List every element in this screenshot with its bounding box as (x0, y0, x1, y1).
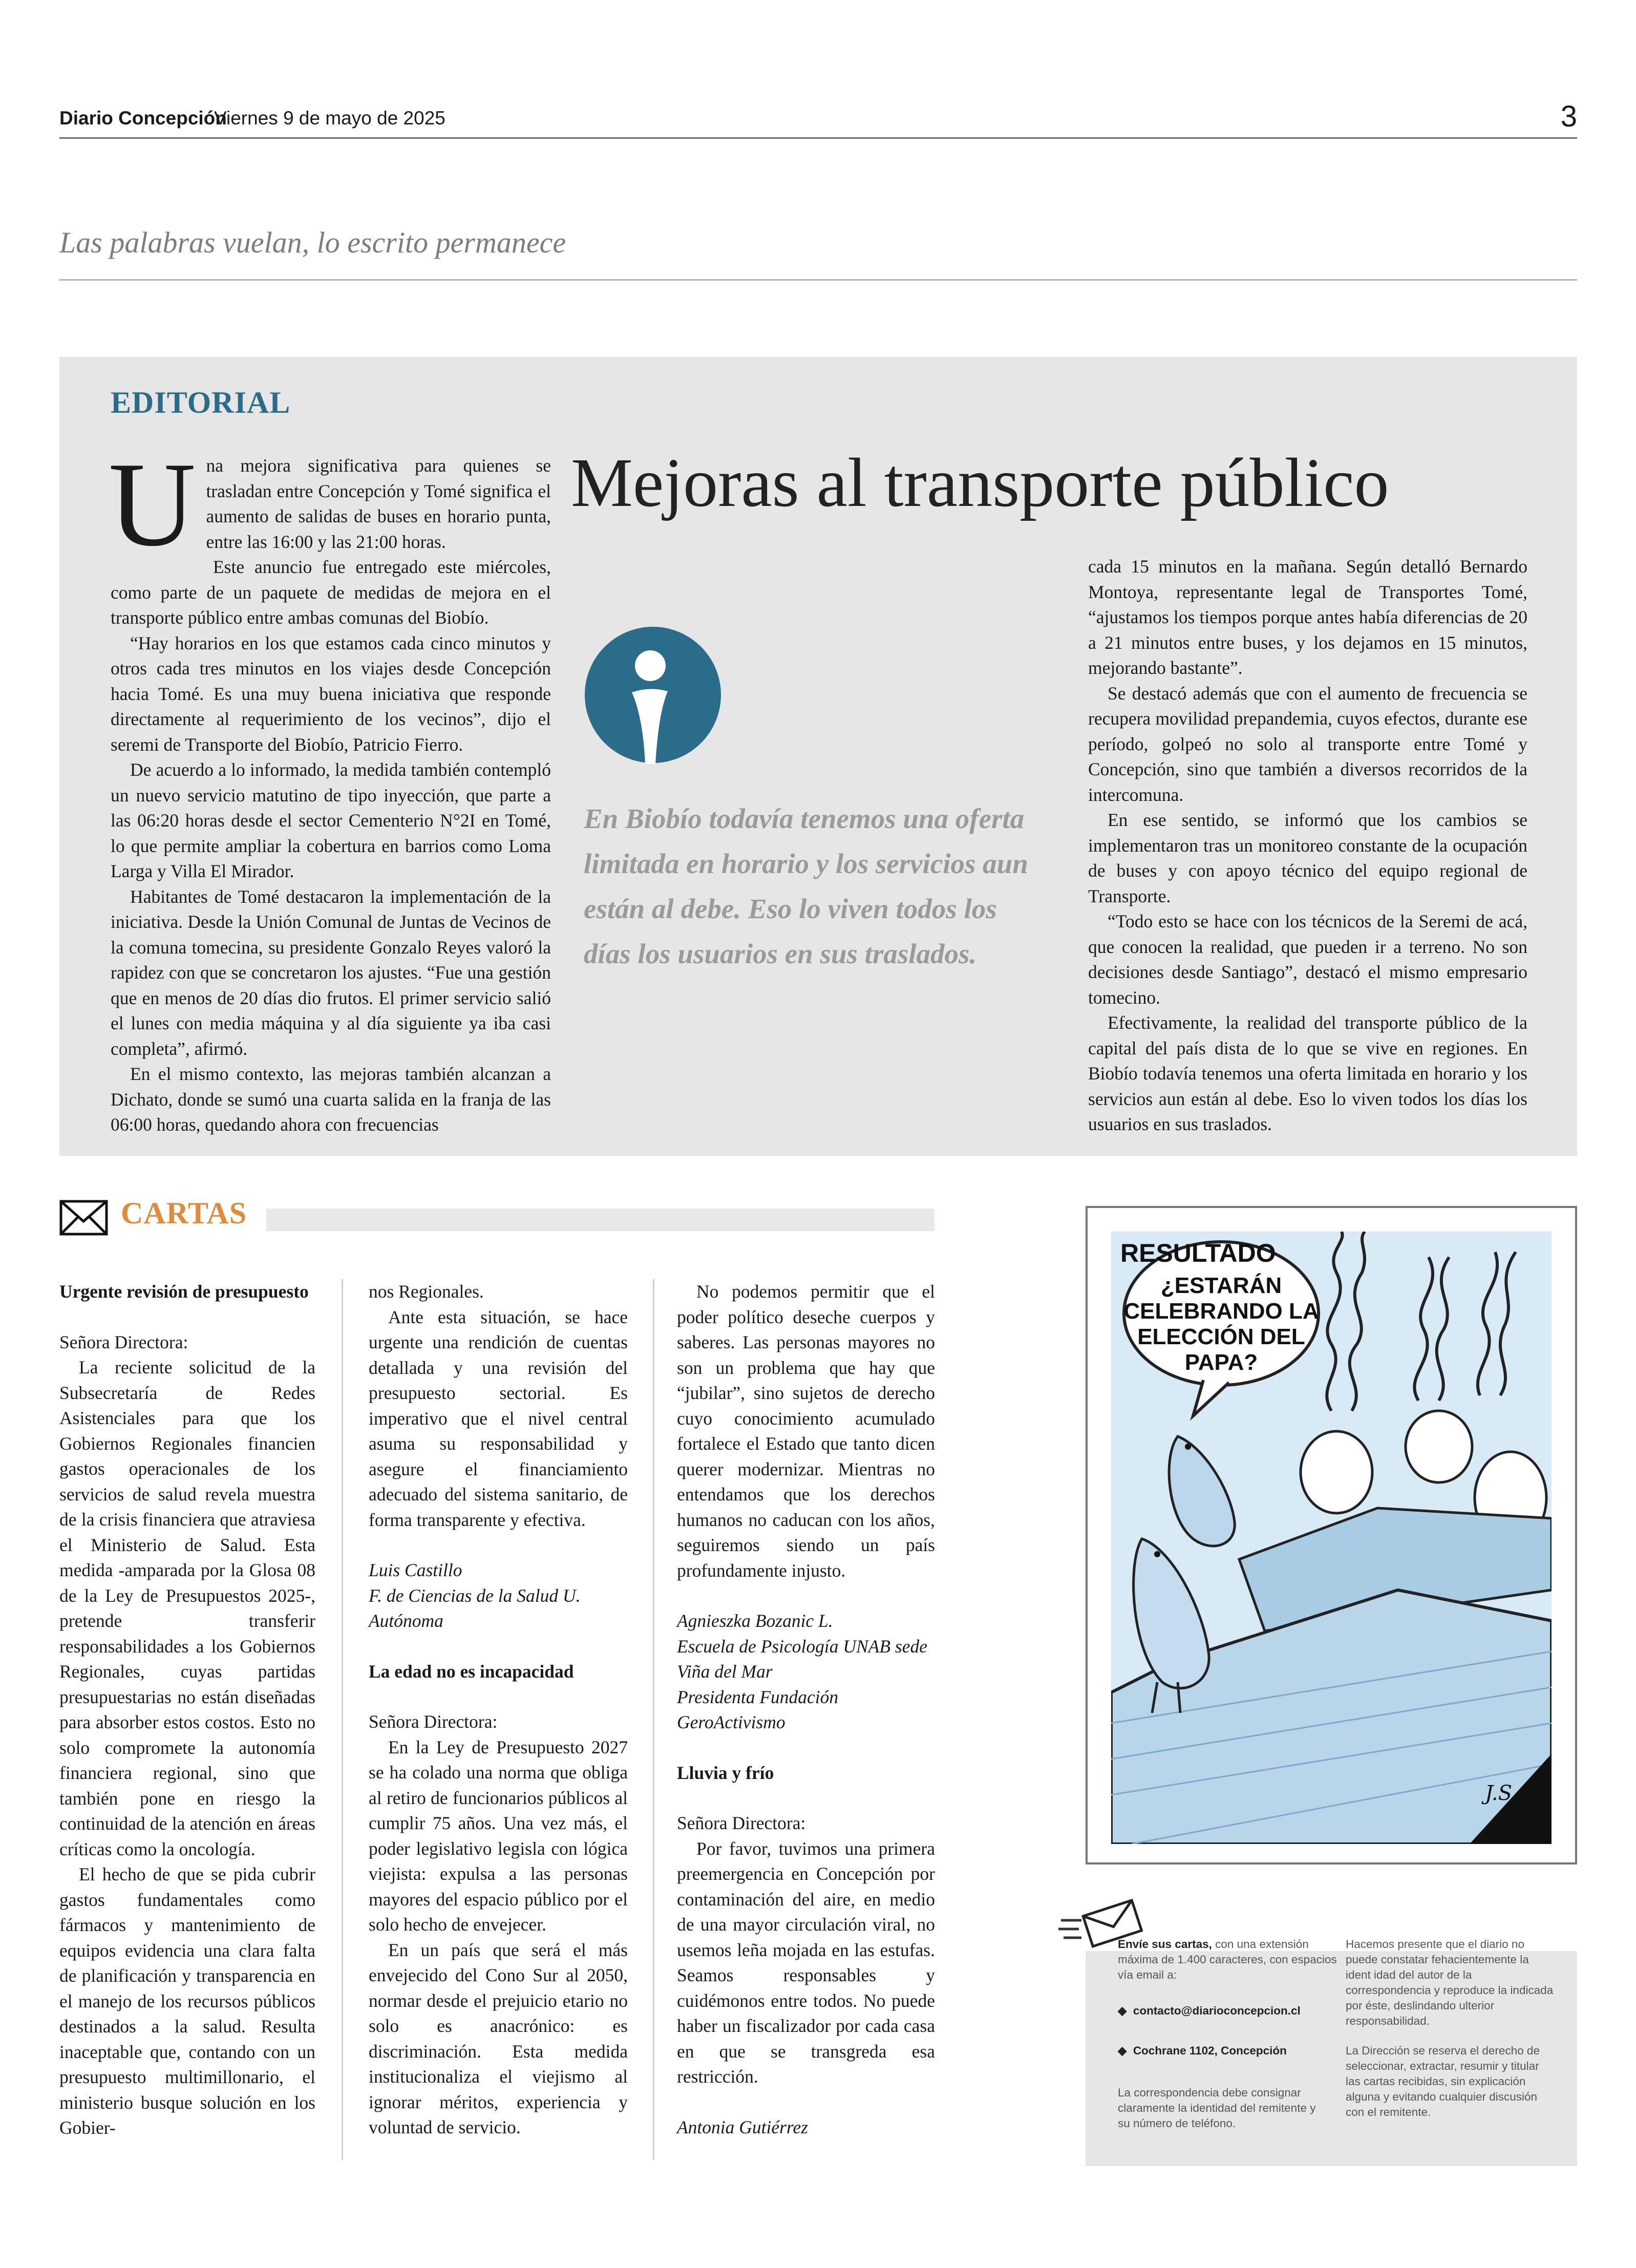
paragraph: En ese sentido, se informó que los cambios se implementaron tras un monitoreo constante de la ocupación de buses y con apoyo técnico del equipo regional de Transporte. (1088, 810, 1527, 906)
letter-column-2 (369, 1279, 628, 2140)
pull-quote: En Biobío todavía tenemos una oferta limitada en horario y los servicios aun están al debe. Eso lo viven todos los días los usuarios en sus traslados. (584, 803, 1028, 969)
letter-signature: Antonia Gutiérrez (677, 2116, 809, 2137)
info-send-rest: con una extensión máxima de 1.400 caracteres, con espacios vía email a: (1118, 1938, 1337, 1981)
info-email[interactable]: contacto@diarioconcepcion.cl (1133, 2004, 1301, 2017)
letter-salutation: Señora Directora: (677, 1813, 806, 1833)
paragraph: El hecho de que se pida cubrir gastos fundamentales como fármacos y mantenimiento de equipos evidencia una clara falta de planificación y transparencia en el manejo de los recursos públicos destinados a la salud. Resulta inaceptable que, contando con un presupuesto multimillonario, el ministerio busque solución en los Gobier- (59, 1864, 315, 2138)
info-note-right-2: La Dirección se reserva el derecho de seleccionar, extractar, resumir y titular las cartas recibidas, sin explicación alguna y evitando cualquier discusión con el remitente. (1346, 2044, 1540, 2118)
paragraph: La reciente solicitud de la Subsecretaría de Redes Asistenciales para que los Gobiernos Regionales financien gastos operacionales de los servicios de salud revela muestra de la crisis financiera que atraviesa el Ministerio de Salud. Esta medida -amparada por la Glosa 08 de la Ley de Presupuestos 2025-, pretende transferir responsabilidades a los Gobiernos Regionales, cuyas partidas presupuestarias no están diseñadas para absorber estos costos. Esto no solo compromete la autonomía financiera regional, sino que también pone en riesgo la continuidad de la atención en áreas críticas como la oncología. (59, 1357, 315, 1859)
section-motto: Las palabras vuelan, lo escrito permanece (59, 226, 566, 259)
cartoon-illustration (1111, 1232, 1552, 1844)
letter-salutation: Señora Directora: (369, 1711, 498, 1732)
letter-column-1 (59, 1279, 315, 2141)
editorial-column-1 (109, 438, 551, 1138)
paragraph: Ante esta situación, se hace urgente una rendición de cuentas detallada y una revisión del presupuesto sectorial. Es imperativo que el nivel central asuma su responsabilidad y asegure el financiamiento adecuado del sistema sanitario, de forma transparente y efectiva. (369, 1306, 628, 1530)
paragraph: No podemos permitir que el poder político deseche cuerpos y saberes. Las personas mayores no son un problema que hay que “jubilar”, sino sujetos de derecho cuyo conocimiento acumulado fortalece el Estado que tanto dicen querer modernizar. Mientras no entendamos que los derechos humanos no caducan con los años, seguiremos siendo un país profundamente injusto. (677, 1281, 935, 1581)
paragraph: Se destacó además que con el aumento de frecuencia se recupera movilidad prepandemia, cuyos efectos, durante ese período, golpeó no solo al transporte entre Tomé y Concepción, sino que también a diversos recorridos de la intercomuna. (1088, 683, 1527, 805)
paragraph: En la Ley de Presupuesto 2027 se ha colado una norma que obliga al retiro de funcionarios públicos al cumplir 75 años. Una vez más, el poder legislativo legisla con lógica viejista: expulsa a las personas mayores del espacio público por el solo hecho de envejecer. (369, 1736, 628, 1935)
info-address: Cochrane 1102, Concepción (1133, 2044, 1287, 2057)
column-divider (653, 1279, 654, 2160)
paragraph: “Todo esto se hace con los técnicos de la Seremi de acá, que conocen la realidad, que pueden ir a terreno. No son decisiones desde Santiago”, destacó el mismo empresario tomecino. (1088, 911, 1527, 1008)
paragraph: “Hay horarios en los que estamos cada cinco minutos y otros cada tres minutos en los viajes desde Concepción hacia Tomé. Es una muy buena iniciativa que responde directamente al requerimiento de los vecinos”, dijo el seremi de Transporte del Biobío, Patricio Fierro. (111, 632, 551, 755)
paragraph: En el mismo contexto, las mejoras también alcanzan a Dichato, donde se sumó una cuarta salida en la franja de las 06:00 horas, quedando ahora con frecuencias (111, 1064, 551, 1135)
envelope-icon (59, 1200, 108, 1236)
info-email-row[interactable]: ◆ contacto@diarioconcepcion.cl (1118, 2004, 1301, 2017)
paragraph: Efectivamente, la realidad del transporte público de la capital del país dista de lo que se vive en regiones. En Biobío todavía tenemos una oferta limitada en horario y los servicios aun están al debe. Eso lo viven todos los días los usuarios en sus traslados. (1088, 1012, 1527, 1134)
editorial-column-3 (1088, 554, 1527, 1137)
newspaper-name: Diario Concepción (59, 108, 227, 129)
bubble-line-2: CELEBRANDO LA (1123, 1299, 1319, 1324)
svg-text:J.S.: J.S. (1485, 1782, 1518, 1805)
letter-signature: Agnieszka Bozanic L. (677, 1610, 833, 1631)
paragraph: nos Regionales. (369, 1281, 484, 1302)
paragraph: Este anuncio fue entregado este miércoles, como parte de un paquete de medidas de mejora en el transporte público entre ambas comunas del Biobío. (111, 557, 551, 628)
column-divider (342, 1279, 343, 2160)
editorial-headline: Mejoras al transporte público (571, 444, 1389, 521)
issue-date: Viernes 9 de mayo de 2025 (214, 108, 445, 129)
letter-affiliation: Presidenta Fundación GeroActivismo (677, 1686, 839, 1732)
letter-salutation: Señora Directora: (59, 1331, 188, 1352)
cartas-label: CARTAS (121, 1196, 247, 1230)
paragraph: na mejora significativa para quienes se trasladan entre Concepción y Tomé significa el aumento de salidas de buses en horario punta, entre las 16:00 y las 21:00 horas. (206, 455, 551, 552)
drop-cap: U (109, 438, 196, 571)
paragraph: cada 15 minutos en la mañana. Según detalló Bernardo Montoya, representante legal de Transportes Tomé, “ajustamos los tiempos porque antes había diferencias de 20 a 21 minutos entre buses, y los dejamos en 15 minutos, mejorando bastante”. (1088, 556, 1527, 678)
paragraph: Por favor, tuvimos una primera preemergencia en Concepción por contaminación del aire, en medio de una mayor circulación viral, no usemos leña mojada en las estufas. Seamos responsables y cuidémonos entre todos. No puede haber un fiscalizador por cada casa en que se transgreda esa restricción. (677, 1838, 935, 2087)
paragraph: En un país que será el más envejecido del Cono Sur al 2050, normar desde el prejuicio etario no solo es anacrónico: es discriminación. Esta medida institucionaliza el viejismo al ignorar méritos, experiencia y voluntad de servicio. (369, 1939, 628, 2137)
info-note-right-1: Hacemos presente que el diario no puede constatar fehacientemente la ident idad del autor de la correspondencia y reproduce la indicada por éste, deslindando ulterior responsabilidad. (1346, 1938, 1554, 2027)
bubble-line-1: ¿ESTARÁN (1160, 1273, 1282, 1298)
letter-title: La edad no es incapacidad (369, 1661, 574, 1682)
cartoon-title: RESULTADO (1120, 1239, 1276, 1267)
letter-column-3 (677, 1279, 935, 2140)
letter-affiliation: F. de Ciencias de la Salud U. Autónoma (369, 1585, 581, 1631)
paragraph: Habitantes de Tomé destacaron la implementación de la iniciativa. Desde la Unión Comunal de Juntas de Vecinos de la comuna tomecina, su presidente Gonzalo Reyes valoró la rapidez con que se concretaron los ajustes. “Fue una gestión que en menos de 20 días dio frutos. El primer servicio salió el lunes con media máquina y al día siguiente ya iba casi completa”, afirmó. (111, 886, 551, 1059)
letter-title: Urgente revisión de presupuesto (59, 1281, 309, 1302)
letter-signature: Luis Castillo (369, 1560, 462, 1580)
info-send-bold: Envíe sus cartas, (1118, 1938, 1212, 1951)
info-note-left: La correspondencia debe consignar claramente la identidad del remitente y su número de teléfono. (1118, 2086, 1316, 2130)
letter-title: Lluvia y frío (677, 1762, 774, 1783)
page-number: 3 (1560, 100, 1577, 133)
editorial-label: EDITORIAL (111, 386, 291, 419)
info-address-row: ◆ Cochrane 1102, Concepción (1118, 2044, 1287, 2057)
bubble-line-4: PAPA? (1184, 1350, 1258, 1375)
cartas-header-bar (266, 1209, 934, 1231)
divider (59, 279, 1577, 281)
bubble-line-3: ELECCIÓN DEL (1137, 1324, 1305, 1349)
page-header (59, 102, 1577, 139)
letter-affiliation: Escuela de Psicología UNAB sede Viña del Mar (677, 1636, 927, 1682)
paragraph: De acuerdo a lo informado, la medida también contempló un nuevo servicio matutino de tipo inyección, que parte a las 06:20 horas desde el sector Cementerio N°2I en Tomé, lo que permite ampliar la cobertura en barrios como Loma Larga y Villa El Mirador. (111, 759, 551, 881)
info-send (1118, 1937, 1338, 1983)
info-icon (584, 626, 722, 764)
